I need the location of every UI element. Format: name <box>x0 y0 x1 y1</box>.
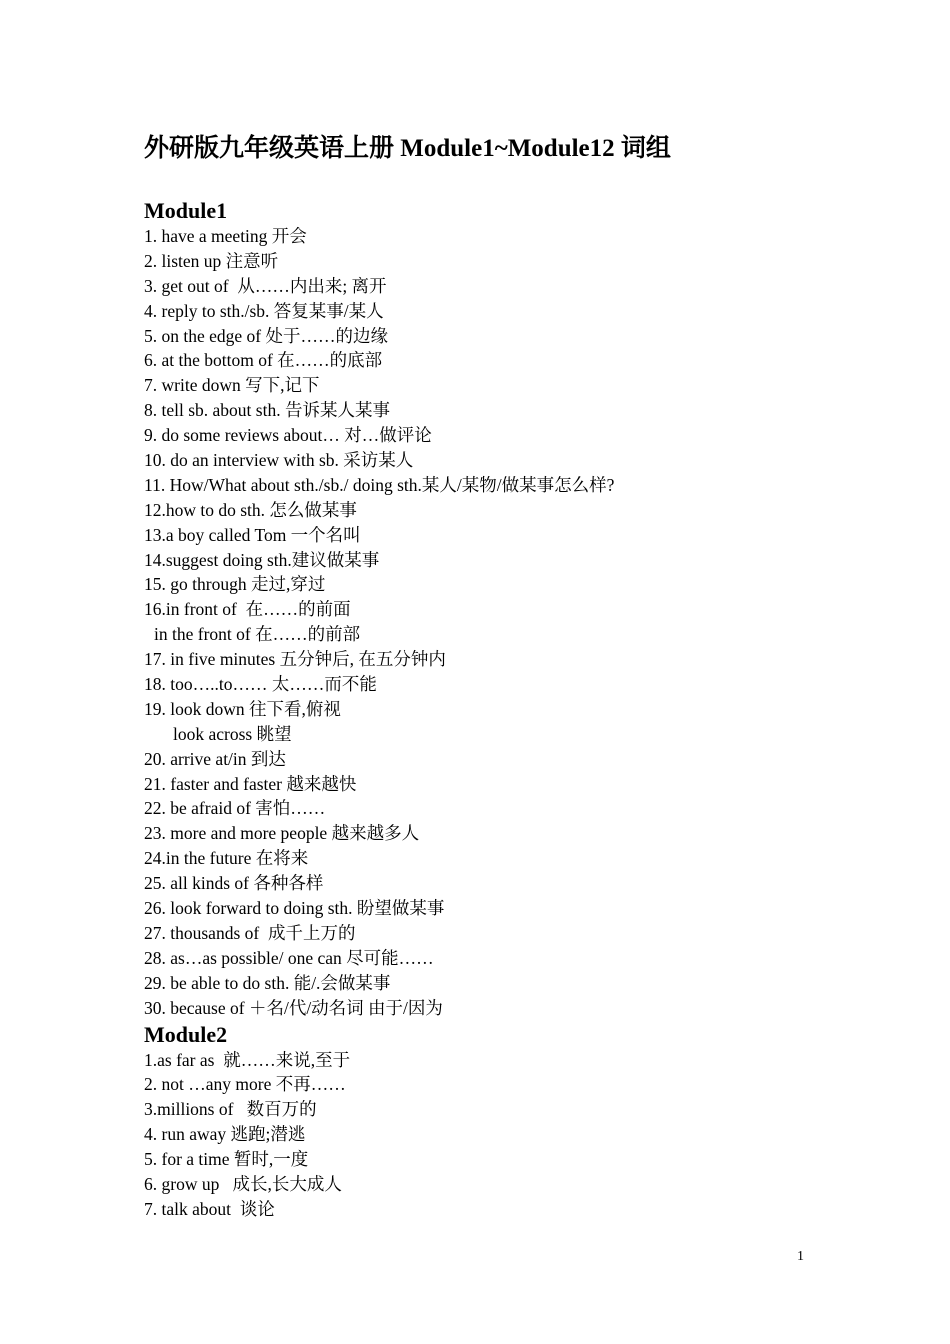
phrase-item: 23. more and more people 越来越多人 <box>144 823 420 844</box>
phrase-item: 6. at the bottom of 在……的底部 <box>144 350 383 371</box>
phrase-item: 11. How/What about sth./sb./ doing sth.某人/某物/做某事怎么样? <box>144 474 615 495</box>
phrase-item: 19. look down 往下看,俯视 <box>144 698 341 719</box>
page-number: 1 <box>797 1249 804 1264</box>
phrase-item: 29. be able to do sth. 能/.会做某事 <box>144 972 391 993</box>
phrase-item: 26. look forward to doing sth. 盼望做某事 <box>144 898 445 919</box>
phrase-item: 27. thousands of 成千上万的 <box>144 922 356 943</box>
phrase-item: 17. in five minutes 五分钟后, 在五分钟内 <box>144 649 446 670</box>
phrase-item: 15. go through 走过,穿过 <box>144 574 326 595</box>
phrase-item: look across 眺望 <box>173 723 292 744</box>
phrase-item: 6. grow up 成长,长大成人 <box>144 1173 342 1194</box>
phrase-item: 2. not …any more 不再…… <box>144 1074 346 1095</box>
phrase-item: 16.in front of 在……的前面 <box>144 599 351 620</box>
phrase-item: 7. talk about 谈论 <box>144 1198 275 1219</box>
phrase-item: 3.millions of 数百万的 <box>144 1099 317 1120</box>
phrase-item: 22. be afraid of 害怕…… <box>144 798 326 819</box>
module1-heading: Module1 <box>144 198 228 223</box>
phrase-item: 1. have a meeting 开会 <box>144 226 307 246</box>
phrase-item: 30. because of ＋名/代/动名词 由于/因为 <box>144 997 443 1018</box>
phrase-item: 4. run away 逃跑;潜逃 <box>144 1124 306 1145</box>
document-body <box>144 197 844 1222</box>
phrase-item: 3. get out of 从……内出来; 离开 <box>144 275 387 296</box>
phrase-item: 13.a boy called Tom 一个名叫 <box>144 524 361 545</box>
phrase-item: 8. tell sb. about sth. 告诉某人某事 <box>144 400 390 421</box>
phrase-item: 9. do some reviews about… 对…做评论 <box>144 425 432 446</box>
phrase-item: 5. for a time 暂时,一度 <box>144 1149 309 1170</box>
phrase-item: 7. write down 写下,记下 <box>144 375 320 396</box>
phrase-item: in the front of 在……的前部 <box>154 624 361 645</box>
phrase-item: 25. all kinds of 各种各样 <box>144 873 324 894</box>
phrase-item: 21. faster and faster 越来越快 <box>144 773 357 794</box>
phrase-item: 14.suggest doing sth.建议做某事 <box>144 549 380 570</box>
phrase-item: 2. listen up 注意听 <box>144 250 279 271</box>
document-title: 外研版九年级英语上册 Module1~Module12 词组 <box>144 135 671 162</box>
phrase-item: 12.how to do sth. 怎么做某事 <box>144 499 357 520</box>
phrase-item: 24.in the future 在将来 <box>144 848 309 869</box>
phrase-item: 5. on the edge of 处于……的边缘 <box>144 325 388 346</box>
module2-heading: Module2 <box>144 1021 228 1047</box>
phrase-item: 1.as far as 就……来说,至于 <box>144 1049 351 1070</box>
phrase-item: 10. do an interview with sb. 采访某人 <box>144 450 414 471</box>
phrase-item: 28. as…as possible/ one can 尽可能…… <box>144 947 434 968</box>
phrase-item: 18. too…..to…… 太……而不能 <box>144 674 377 695</box>
phrase-item: 20. arrive at/in 到达 <box>144 748 286 769</box>
phrase-item: 4. reply to sth./sb. 答复某事/某人 <box>144 300 384 321</box>
